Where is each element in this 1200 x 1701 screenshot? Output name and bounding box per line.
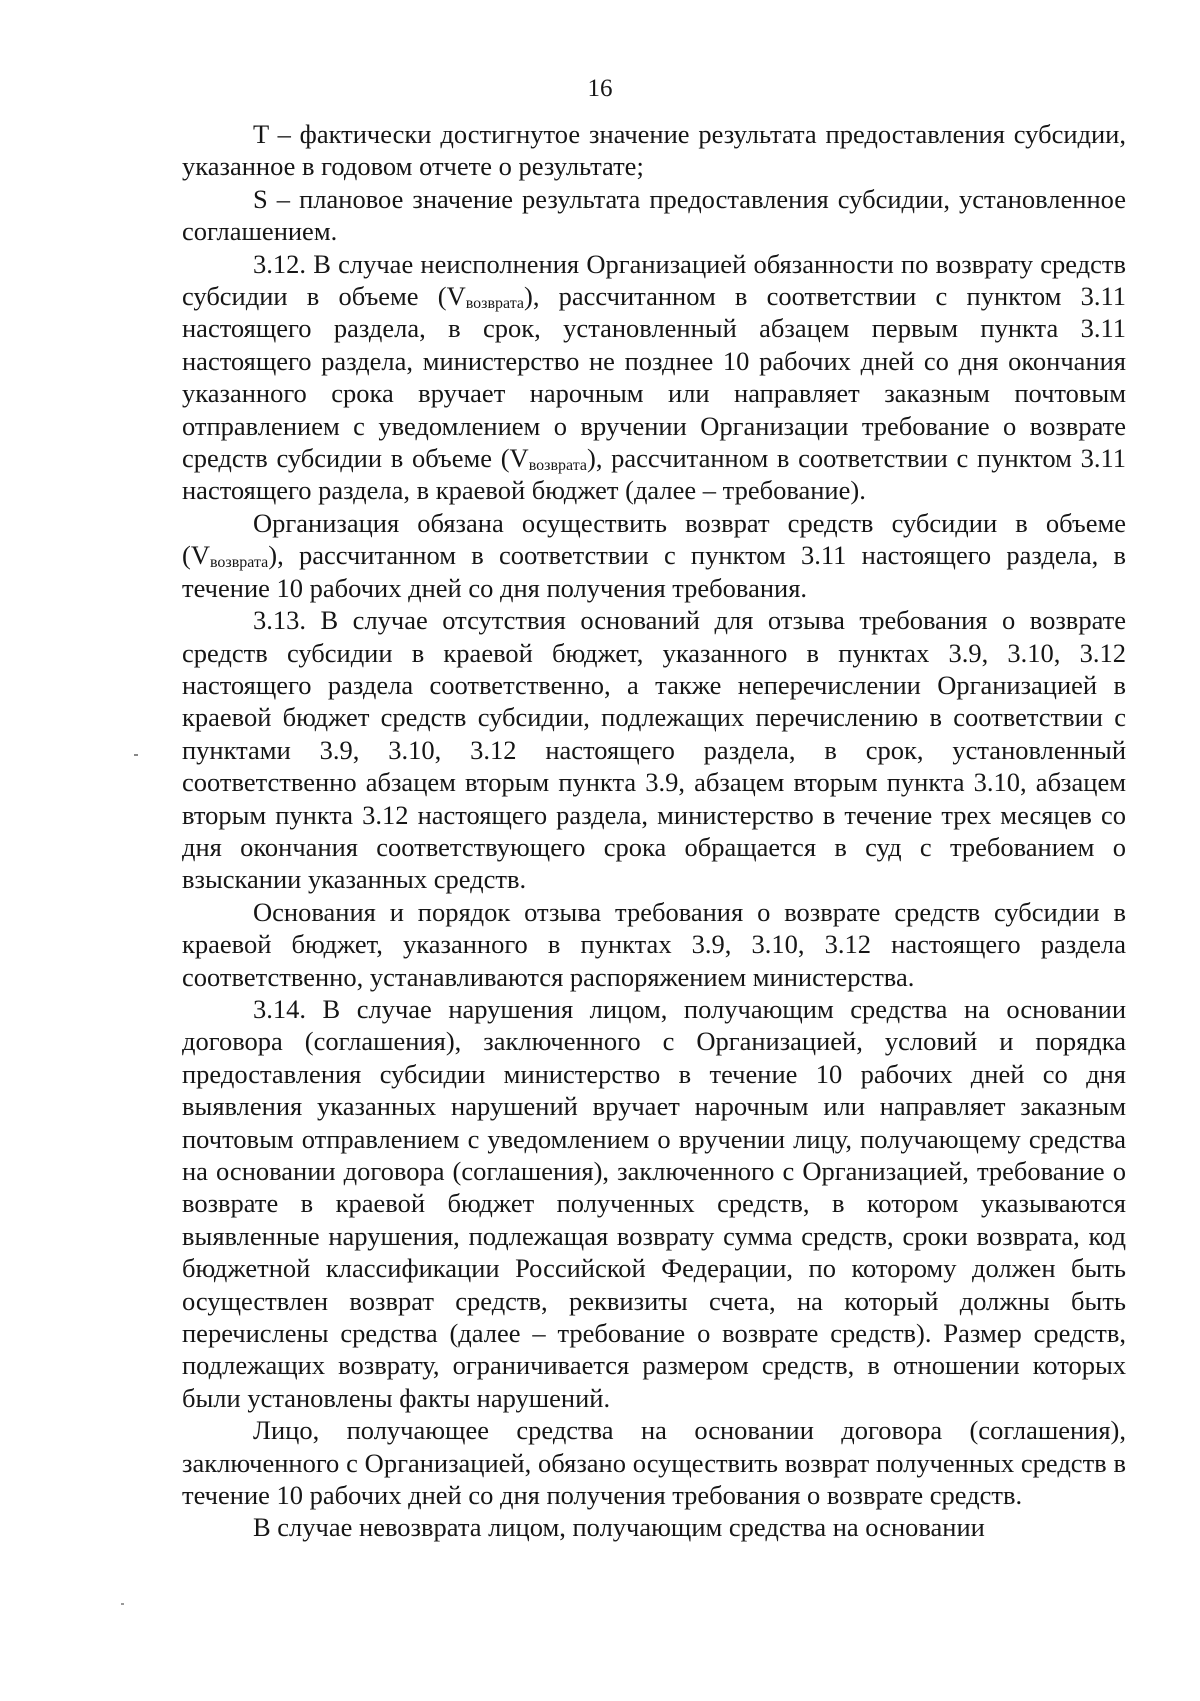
paragraph-organization-obligation bbox=[182, 507, 1126, 604]
paragraph-3-12 bbox=[182, 248, 1126, 507]
paragraph-grounds-withdrawal: Основания и порядок отзыва требования о возврате средств субсидии в краевой бюджет, указанного в пунктах 3.9, 3.10, 3.12 настоящего раздела соответственно, устанавливаются распоряжением министерства. bbox=[182, 896, 1126, 992]
text-segment: 3.12. В случае неисполнения Организацией обязанности по возврату средств субсидии в объеме (V bbox=[182, 248, 1126, 312]
text-segment: ), рассчитанном в соответствии с пунктом 3.11 настоящего раздела, в срок, установленный абзацем первым пункта 3.11 настоящего раздела, министерство не позднее 10 рабочих дней со дня окончания указанного срока вручает нарочным или направляет заказным почтовым отправлением с уведомлением о вручении Организации требование о возврате средств субсидии в объеме (V bbox=[182, 281, 1126, 474]
margin-scan-mark bbox=[134, 754, 138, 756]
paragraph-non-return: В случае невозврата лицом, получающим средства на основании bbox=[253, 1512, 985, 1543]
subscript-vozvrata: возврата bbox=[209, 554, 269, 572]
subscript-vozvrata: возврата bbox=[528, 457, 587, 475]
paragraph-3-14: 3.14. В случае нарушения лицом, получающим средства на основании договора (соглашения), заключенного с Организацией, условий и порядка предоставления субсидии министерство в течение 10 рабочих дней со дня выявления указанных нарушений вручает нарочным или направляет заказным почтовым отправлением с уведомлением о вручении лицу, получающему средства на основании договора (соглашения), заключенного с Организацией, требование о возврате в краевой бюджет полученных средств, в котором указываются выявленные нарушения, подлежащая возврату сумма средств, сроки возврата, код бюджетной классификации Российской Федерации, по которому должен быть осуществлен возврат средств, реквизиты счета, на который должны быть перечислены средства (далее – требование о возврате средств). Размер средств, подлежащих возврату, ограничивается размером средств, в отношении которых были установлены факты нарушений. bbox=[182, 993, 1126, 1413]
text-segment: ), рассчитанном в соответствии с пунктом 3.11 настоящего раздела, в течение 10 рабочих дней со дня получения требования. bbox=[182, 540, 1126, 603]
page-number: 16 bbox=[587, 75, 613, 102]
margin-scan-mark bbox=[121, 1603, 124, 1605]
paragraph-3-13: 3.13. В случае отсутствия оснований для отзыва требования о возврате средств субсидии в краевой бюджет, указанного в пунктах 3.9, 3.10, 3.12 настоящего раздела соответственно, а также неперечислении Организацией в краевой бюджет средств субсидии, подлежащих перечислению в соответствии с пунктами 3.9, 3.10, 3.12 настоящего раздела, в срок, установленный соответственно абзацем вторым пункта 3.9, абзацем вторым пункта 3.10, абзацем вторым пункта 3.12 настоящего раздела, министерство в течение трех месяцев со дня окончания соответствующего срока обращается в суд с требованием о взыскании указанных средств. bbox=[182, 605, 1126, 895]
text-segment: ), рассчитанном в соответствии с пунктом 3.11 настоящего раздела, в краевой бюджет (далее – требование). bbox=[182, 443, 1126, 506]
subscript-vozvrata: возврата bbox=[465, 295, 525, 313]
document-body bbox=[182, 118, 1126, 1544]
paragraph-t-definition: T – фактически достигнутое значение результата предоставления субсидии, указанное в годовом отчете о результате; bbox=[182, 119, 1126, 182]
paragraph-recipient-obligation: Лицо, получающее средства на основании договора (соглашения), заключенного с Организацией, обязано осуществить возврат полученных средств в течение 10 рабочих дней со дня получения требования о возврате средств. bbox=[182, 1415, 1126, 1511]
text-segment: Организация обязана осуществить возврат средств субсидии в объеме (V bbox=[182, 507, 1126, 571]
paragraph-s-definition: S – плановое значение результата предоставления субсидии, установленное соглашением. bbox=[182, 183, 1126, 247]
